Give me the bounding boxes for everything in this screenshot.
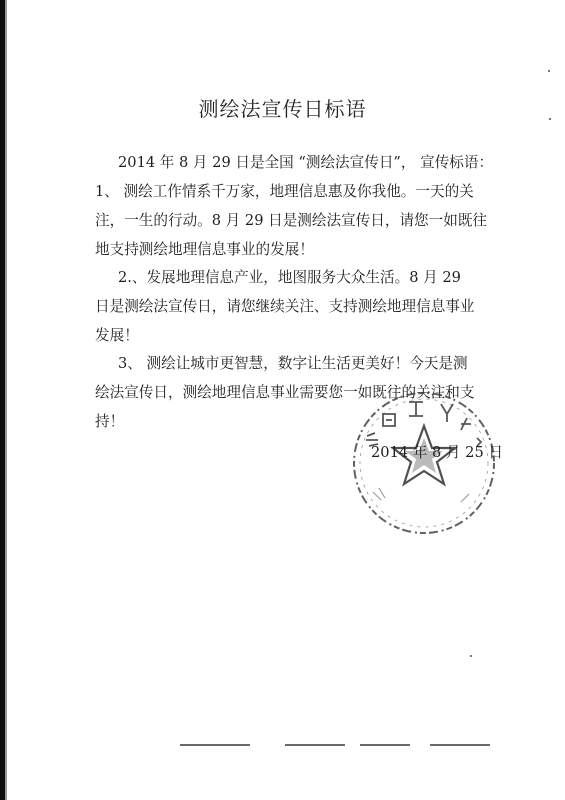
scan-speck [470,655,472,657]
slogan-1-line-2: 注，一生的行动。8 月 29 日是测绘法宣传日，请您一如既往 [95,212,488,229]
slogan-3-line-3: 持！ [95,413,125,430]
scan-artifact [180,744,250,746]
scan-artifact [360,744,410,746]
scan-artifact [430,744,490,746]
slogan-2-line-1: 2.、发展地理信息产业，地图服务大众生活。8 月 29 [118,269,461,286]
scan-speck [548,70,550,72]
slogan-1-line-1: 1、 测绘工作情系千万家，地理信息惠及你我他。一天的关 [95,183,474,200]
official-seal [349,388,499,538]
scan-speck [549,118,551,120]
slogan-3-line-1: 3、 测绘让城市更智慧，数字让生活更美好！今天是测 [118,355,468,372]
slogan-2-line-3: 发展！ [95,327,139,344]
scan-artifact [285,744,345,746]
document-date: 2014 年 8 月 25 日 [371,444,503,461]
slogan-1-line-3: 地支持测绘地理信息事业的发展！ [95,241,314,258]
slogan-3-line-2: 绘法宣传日，测绘地理信息事业需要您一如既往的关注和支 [95,384,475,401]
document-title: 测绘法宣传日标语 [198,97,367,121]
intro-line: 2014 年 8 月 29 日是全国 “测绘法宣传日”， 宣传标语： [118,154,494,171]
slogan-2-line-2: 日是测绘法宣传日，请您继续关注、支持测绘地理信息事业 [95,298,475,315]
